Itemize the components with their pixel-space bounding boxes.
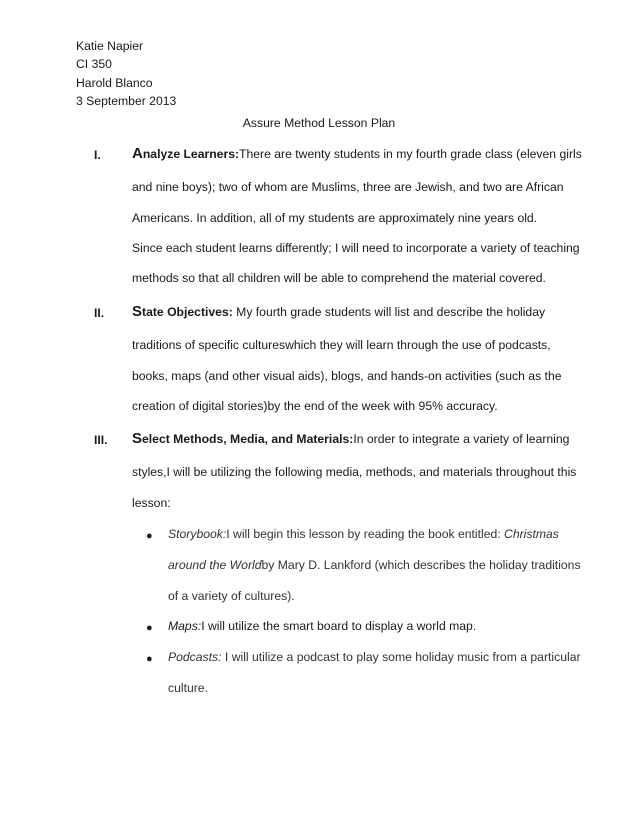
- section-text: My fourth grade students will list and describe the holiday: [232, 305, 546, 319]
- drop-cap: S: [132, 303, 143, 320]
- bullet-label: Storybook:: [168, 527, 227, 541]
- bullet-line: [168, 527, 559, 541]
- section-first-line: [132, 145, 582, 162]
- section-line: Americans. In addition, all of my students are approximately nine years old.: [132, 211, 538, 225]
- bullet-text: I will utilize a podcast to play some holiday music from a particular: [221, 650, 581, 664]
- section-heading: nalyze Learners:: [142, 147, 240, 161]
- header-block: [76, 37, 176, 111]
- bullet-label: Maps:: [168, 619, 202, 633]
- section-line: creation of digital stories)by the end of the week with 95% accuracy.: [132, 399, 498, 413]
- section-numeral: I.: [94, 148, 101, 162]
- bullet-line: [168, 558, 581, 572]
- section-heading: elect Methods, Media, and Materials:: [142, 432, 354, 446]
- section-line: methods so that all children will be able to comprehend the material covered.: [132, 271, 546, 285]
- bullet-text: by Mary D. Lankford (which describes the holiday traditions: [261, 558, 581, 572]
- section-line: styles,I will be utilizing the following media, methods, and materials throughout this: [132, 465, 577, 479]
- bullet-line: culture.: [168, 681, 208, 695]
- section-line: traditions of specific cultureswhich they will learn through the use of podcasts,: [132, 338, 551, 352]
- bullet-icon: ●: [146, 622, 153, 634]
- section-line: Since each student learns differently; I will need to incorporate a variety of teaching: [132, 241, 580, 255]
- author-name: Katie Napier: [76, 39, 144, 53]
- section-text: In order to integrate a variety of learning: [353, 432, 570, 446]
- section-line: and nine boys); two of whom are Muslims, three are Jewish, and two are African: [132, 180, 564, 194]
- section-numeral: III.: [94, 433, 108, 447]
- course-code: CI 350: [76, 57, 112, 72]
- page-title: Assure Method Lesson Plan: [242, 116, 396, 130]
- bullet-line: of a variety of cultures).: [168, 589, 295, 603]
- section-heading: tate Objectives:: [142, 305, 233, 319]
- drop-cap: A: [132, 145, 143, 162]
- bullet-line: [168, 650, 581, 664]
- bullet-line: [168, 619, 476, 633]
- bullet-icon: ●: [146, 653, 153, 665]
- section-numeral: II.: [94, 306, 105, 320]
- section-text: There are twenty students in my fourth grade class (eleven girls: [239, 147, 582, 161]
- instructor-name: Harold Blanco: [76, 75, 153, 90]
- section-line: lesson:: [132, 496, 171, 510]
- book-title: around the World: [168, 558, 262, 572]
- bullet-icon: ●: [146, 530, 153, 542]
- bullet-label: Podcasts:: [168, 650, 222, 664]
- section-line: books, maps (and other visual aids), blogs, and hands-on activities (such as the: [132, 369, 562, 383]
- date: 3 September 2013: [76, 94, 177, 109]
- bullet-text: I will utilize the smart board to display a world map.: [201, 619, 477, 633]
- bullet-text: I will begin this lesson by reading the book entitled:: [226, 527, 505, 541]
- drop-cap: S: [132, 430, 143, 447]
- book-title: Christmas: [504, 527, 559, 541]
- section-first-line: [132, 430, 569, 447]
- section-first-line: [132, 303, 545, 320]
